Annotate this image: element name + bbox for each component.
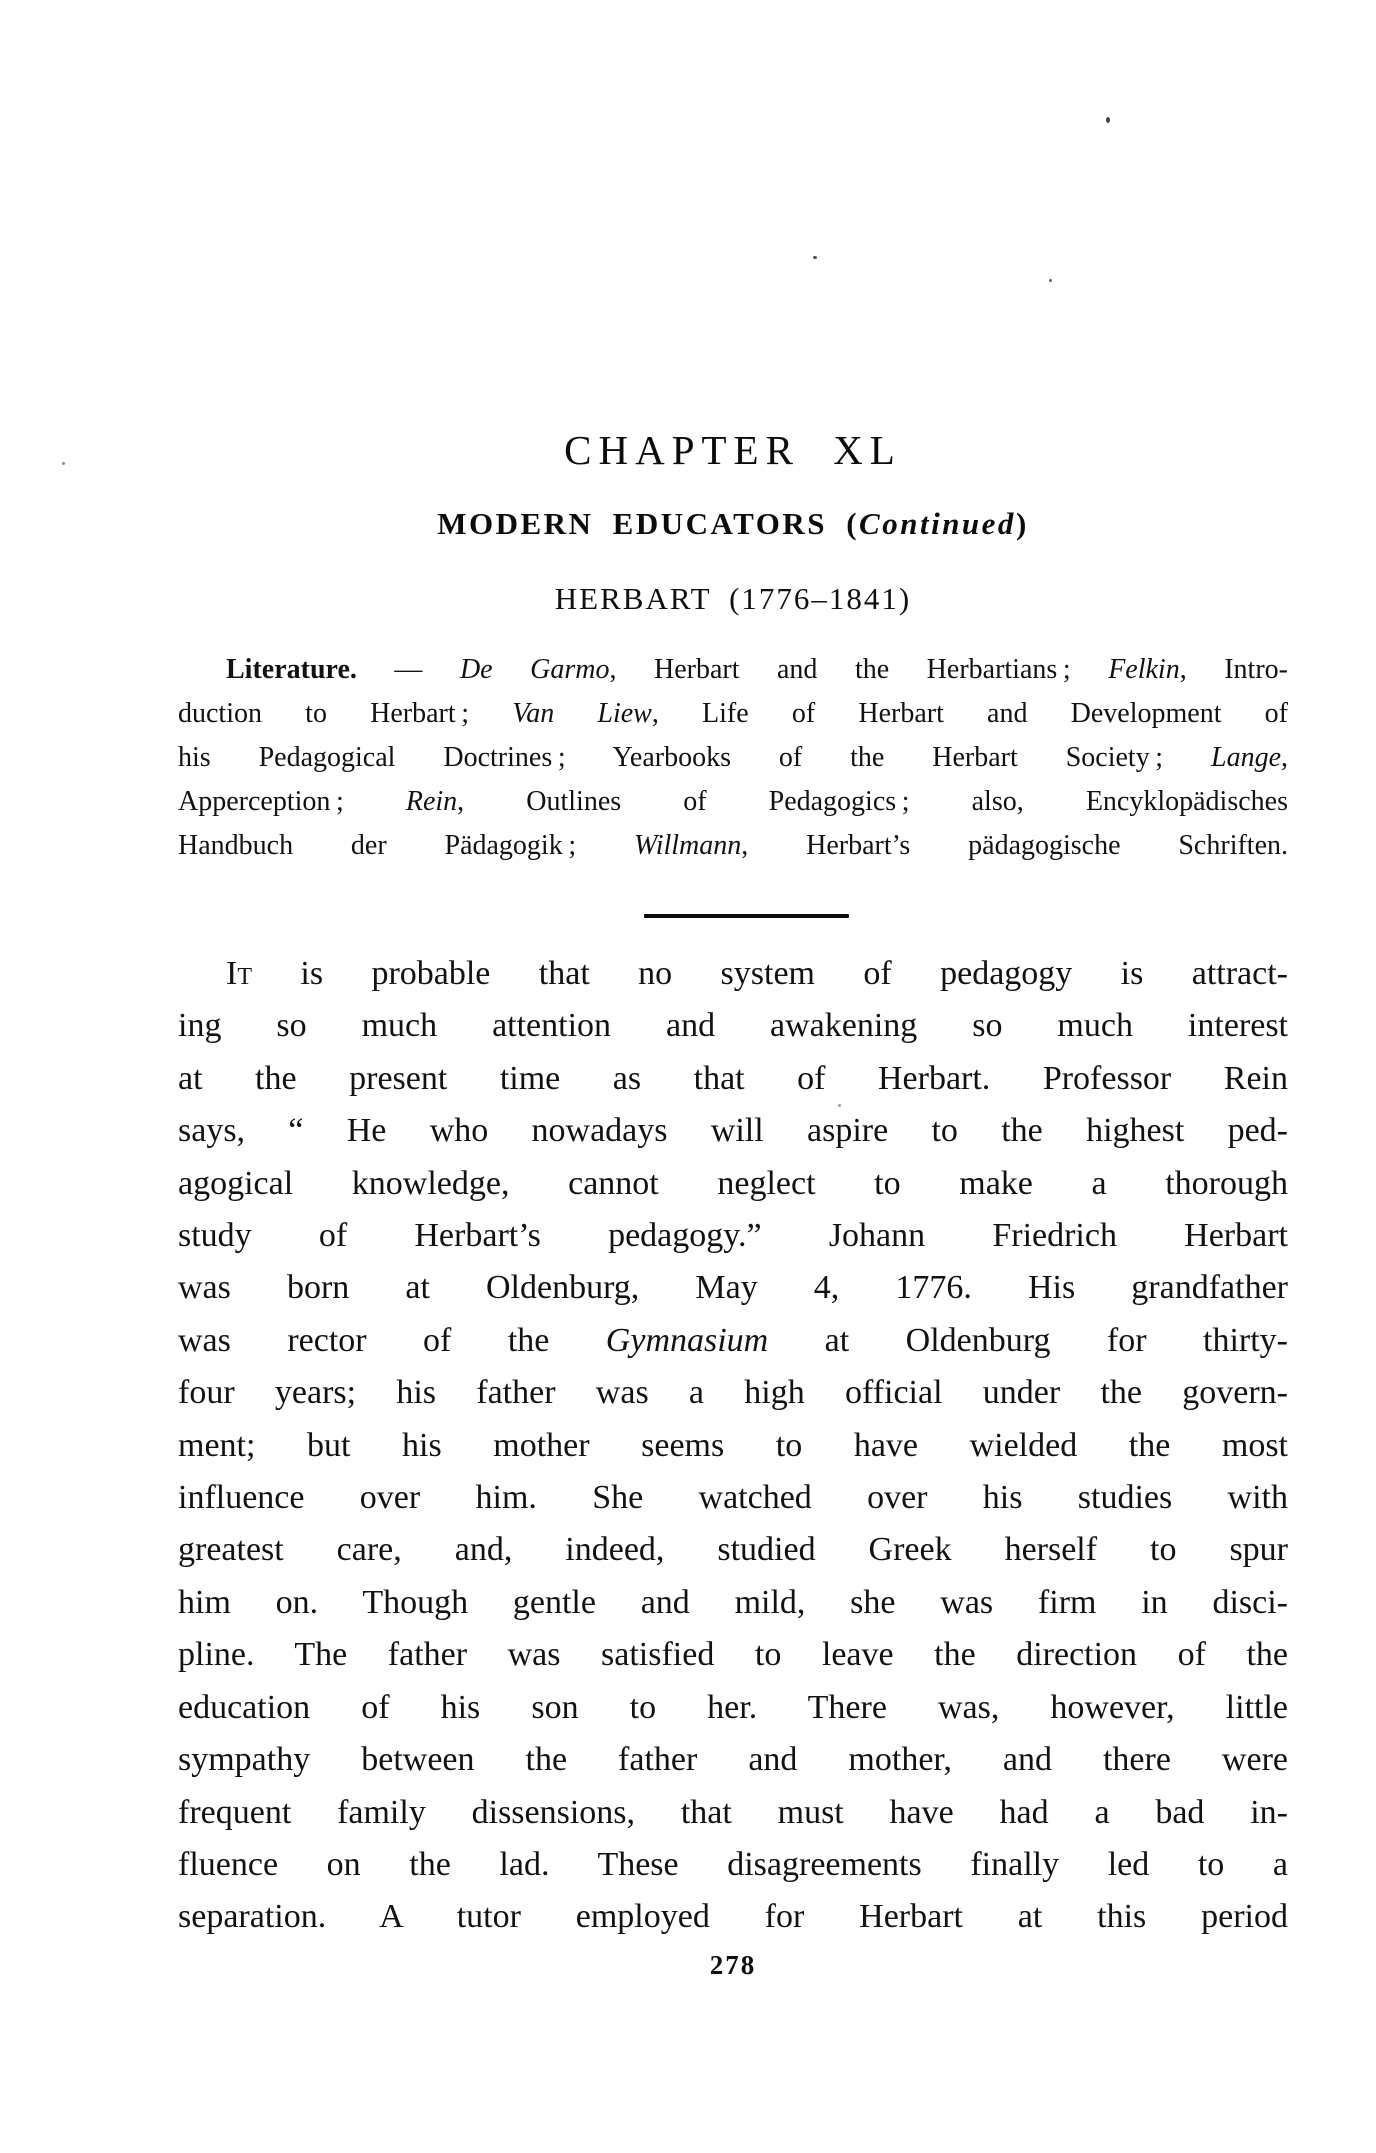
text-line bbox=[178, 1105, 1288, 1157]
text-segment: influence over him. She watched over his studies with bbox=[178, 1479, 1288, 1517]
text-segment: frequent family dissensions, that must have had a bad in- bbox=[178, 1793, 1288, 1831]
text-segment: ment; but his mother seems to have wielded the most bbox=[178, 1426, 1288, 1464]
text-segment: Handbuch der Pädagogik ; bbox=[178, 830, 634, 861]
text-line bbox=[178, 1367, 1288, 1419]
text-line bbox=[178, 1839, 1288, 1891]
text-segment: Felkin bbox=[1108, 654, 1180, 685]
text-segment: ( bbox=[826, 506, 860, 541]
text-segment: MODERN EDUCATORS bbox=[437, 506, 827, 541]
text-line bbox=[178, 1053, 1288, 1105]
text-segment: at Oldenburg for thirty- bbox=[768, 1321, 1288, 1359]
text-line bbox=[178, 1734, 1288, 1786]
text-segment: greatest care, and, indeed, studied Greek herself to spur bbox=[178, 1531, 1288, 1569]
text-line bbox=[178, 780, 1288, 824]
scan-speck bbox=[62, 462, 65, 465]
text-segment: , bbox=[1281, 742, 1288, 773]
text-line bbox=[178, 736, 1288, 780]
text-segment: De Garmo bbox=[459, 654, 610, 685]
text-segment: pline. The father was satisfied to leave the direction of the bbox=[178, 1636, 1288, 1674]
text-segment: duction to Herbart ; bbox=[178, 698, 513, 729]
text-segment: was rector of the bbox=[178, 1321, 606, 1359]
text-segment: fluence on the lad. These disagreements finally led to a bbox=[178, 1845, 1288, 1883]
text-line bbox=[178, 1891, 1288, 1943]
text-segment: Continued bbox=[859, 506, 1016, 541]
text-segment: , Herbart’s pädagogische Schriften. bbox=[741, 830, 1288, 861]
text-segment: Lange bbox=[1211, 742, 1281, 773]
text-line bbox=[178, 1629, 1288, 1681]
body-paragraph bbox=[178, 948, 1288, 1944]
text-line bbox=[178, 1787, 1288, 1839]
scan-speck bbox=[1049, 279, 1052, 282]
text-segment: agogical knowledge, cannot neglect to make a thorough bbox=[178, 1164, 1288, 1202]
text-line bbox=[178, 1262, 1288, 1314]
scan-speck bbox=[813, 256, 817, 259]
text-segment: him on. Though gentle and mild, she was firm in disci- bbox=[178, 1583, 1288, 1621]
text-segment: says, “ He who nowadays will aspire to the highest ped- bbox=[178, 1112, 1288, 1150]
text-line bbox=[178, 1472, 1288, 1524]
text-line bbox=[178, 1420, 1288, 1472]
text-segment: , Herbart and the Herbartians ; bbox=[609, 654, 1109, 685]
text-line bbox=[178, 948, 1288, 1000]
text-segment: Literature. bbox=[226, 654, 357, 685]
text-line bbox=[178, 1000, 1288, 1052]
text-segment: Apperception ; bbox=[178, 786, 406, 817]
text-line bbox=[178, 648, 1288, 692]
text-line bbox=[178, 1524, 1288, 1576]
text-line bbox=[178, 1315, 1288, 1367]
text-segment: , Life of Herbart and Development of bbox=[651, 698, 1288, 729]
sub-heading: HERBART (1776–1841) bbox=[554, 581, 912, 616]
text-segment: his Pedagogical Doctrines ; Yearbooks of the Herbart Society ; bbox=[178, 742, 1211, 773]
text-segment: study of Herbart’s pedagogy.” Johann Friedrich Herbart bbox=[178, 1217, 1288, 1255]
section-divider bbox=[644, 914, 849, 918]
text-segment: , Intro- bbox=[1179, 654, 1288, 685]
text-segment: education of his son to her. There was, however, little bbox=[178, 1688, 1288, 1726]
chapter-heading: CHAPTER XL bbox=[564, 427, 902, 473]
text-segment: is probable that no system of pedagogy is attract- bbox=[251, 955, 1288, 992]
text-segment: ing so much attention and awakening so much interest bbox=[178, 1007, 1288, 1045]
text-line bbox=[178, 1210, 1288, 1262]
scan-speck bbox=[838, 1104, 841, 1107]
text-segment: Van Liew bbox=[512, 698, 652, 729]
text-segment: at the present time as that of Herbart. Professor Rein bbox=[178, 1059, 1288, 1097]
text-line bbox=[178, 824, 1288, 868]
text-line bbox=[178, 1577, 1288, 1629]
text-line bbox=[178, 1158, 1288, 1210]
text-segment: , Outlines of Pedagogics ; also, Encyklopädisches bbox=[457, 786, 1288, 817]
text-segment: — bbox=[356, 654, 460, 685]
literature-paragraph bbox=[178, 648, 1288, 868]
text-segment: Gymnasium bbox=[605, 1321, 769, 1359]
text-line bbox=[178, 692, 1288, 736]
section-heading bbox=[178, 506, 1288, 542]
text-segment: was born at Oldenburg, May 4, 1776. His grandfather bbox=[178, 1269, 1288, 1307]
text-segment: four years; his father was a high official under the govern- bbox=[178, 1374, 1288, 1412]
page-number: 278 bbox=[709, 1950, 757, 1980]
text-segment: Rein bbox=[405, 786, 458, 817]
text-segment: Willmann bbox=[633, 830, 742, 861]
text-segment: It bbox=[226, 955, 252, 992]
text-line bbox=[178, 1682, 1288, 1734]
scan-speck bbox=[1106, 117, 1110, 123]
text-segment: sympathy between the father and mother, and there were bbox=[178, 1741, 1288, 1779]
text-segment: ) bbox=[1015, 506, 1029, 541]
text-segment: separation. A tutor employed for Herbart at this period bbox=[178, 1898, 1288, 1936]
